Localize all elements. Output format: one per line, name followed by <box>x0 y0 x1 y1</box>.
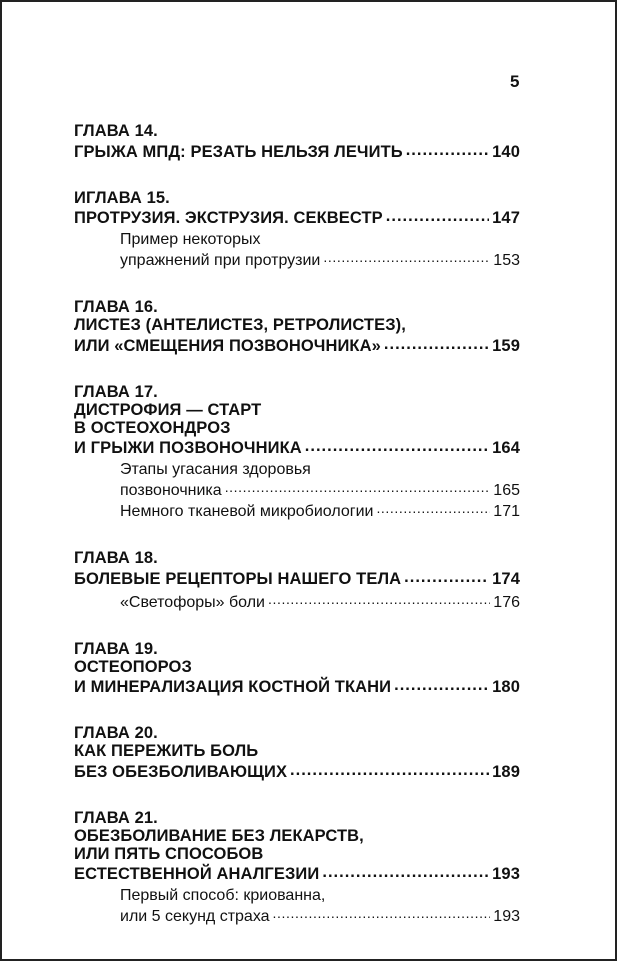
subsection-title-row <box>120 905 520 926</box>
chapter-page-number: 180 <box>492 678 520 696</box>
toc-chapter <box>74 640 520 697</box>
subsection-title-row <box>120 479 520 500</box>
table-of-contents <box>74 122 520 954</box>
subsection-page-number: 176 <box>493 593 520 611</box>
subsection-list <box>120 886 520 926</box>
chapter-page-number: 164 <box>492 439 520 457</box>
toc-chapter <box>74 549 520 612</box>
chapter-title-last-line: ПРОТРУЗИЯ. ЭКСТРУЗИЯ. СЕКВЕСТР <box>74 209 383 227</box>
dot-leader <box>225 479 491 495</box>
chapter-title-row[interactable] <box>74 760 520 781</box>
subsection-title-line: Этапы угасания здоровья <box>120 461 311 478</box>
subsection-entry[interactable] <box>120 230 520 270</box>
chapter-page-number: 193 <box>492 865 520 883</box>
chapter-title-row[interactable] <box>74 567 520 588</box>
chapter-title-last-line: ГРЫЖА МПД: РЕЗАТЬ НЕЛЬЗЯ ЛЕЧИТЬ <box>74 142 403 161</box>
dot-leader <box>322 863 489 880</box>
subsection-title-line: Пример некоторых <box>120 231 261 248</box>
dot-leader <box>323 249 490 265</box>
subsection-list <box>120 591 520 612</box>
subsection-title-last-line: позвоночника <box>120 482 222 499</box>
dot-leader <box>290 760 489 777</box>
chapter-page-number: 140 <box>492 142 520 161</box>
chapter-page-number: 174 <box>492 569 520 588</box>
subsection-page-number: 171 <box>493 503 520 520</box>
chapter-heading: ГЛАВА 20. <box>74 724 158 742</box>
chapter-title-last-line: БОЛЕВЫЕ РЕЦЕПТОРЫ НАШЕГО ТЕЛА <box>74 569 402 588</box>
chapter-heading: ГЛАВА 21. <box>74 808 158 827</box>
chapter-heading: ГЛАВА 18. <box>74 549 158 567</box>
toc-chapter <box>74 189 520 271</box>
subsection-title-last-line: или 5 секунд страха <box>120 908 270 925</box>
dot-leader <box>273 905 491 921</box>
chapter-heading: ИГЛАВА 15. <box>74 188 170 207</box>
toc-chapter <box>74 122 520 161</box>
chapter-title-line: В ОСТЕОХОНДРОЗ <box>74 418 231 437</box>
subsection-entry[interactable] <box>120 460 520 500</box>
chapter-title-last-line: И ГРЫЖИ ПОЗВОНОЧНИКА <box>74 439 302 457</box>
subsection-entry[interactable] <box>120 591 520 612</box>
dot-leader <box>384 334 489 351</box>
toc-chapter <box>74 809 520 927</box>
chapter-title-line: КАК ПЕРЕЖИТЬ БОЛЬ <box>74 742 259 760</box>
chapter-heading: ГЛАВА 17. <box>74 382 158 401</box>
chapter-title-row[interactable] <box>74 334 520 355</box>
chapter-heading: ГЛАВА 16. <box>74 298 158 316</box>
subsection-title-row <box>120 249 520 270</box>
chapter-heading: ГЛАВА 14. <box>74 122 158 140</box>
chapter-title-line: ДИСТРОФИЯ — СТАРТ <box>74 400 262 419</box>
subsection-list <box>120 460 520 521</box>
chapter-title-last-line: БЕЗ ОБЕЗБОЛИВАЮЩИХ <box>74 762 288 781</box>
dot-leader <box>386 207 489 224</box>
chapter-title-row[interactable] <box>74 437 520 458</box>
dot-leader <box>394 676 489 693</box>
subsection-list <box>120 230 520 270</box>
subsection-title-last-line: Немного тканевой микробиологии <box>120 503 374 520</box>
chapter-heading: ГЛАВА 19. <box>74 639 158 658</box>
dot-leader <box>406 140 489 157</box>
subsection-entry[interactable] <box>120 886 520 926</box>
subsection-page-number: 165 <box>493 482 520 499</box>
page-number: 5 <box>510 72 520 91</box>
subsection-entry[interactable] <box>120 500 520 521</box>
chapter-title-line: ЛИСТЕЗ (АНТЕЛИСТЕЗ, РЕТРОЛИСТЕЗ), <box>74 316 406 334</box>
subsection-title-row <box>120 500 520 521</box>
dot-leader <box>376 500 490 516</box>
subsection-title-last-line: упражнений при протрузии <box>120 252 321 269</box>
chapter-title-last-line: ИЛИ «СМЕЩЕНИЯ ПОЗВОНОЧНИКА» <box>74 336 381 355</box>
subsection-title-last-line: «Светофоры» боли <box>120 593 265 611</box>
dot-leader <box>305 437 489 454</box>
dot-leader <box>404 567 489 584</box>
chapter-title-line: ОСТЕОПОРОЗ <box>74 657 192 676</box>
chapter-title-last-line: И МИНЕРАЛИЗАЦИЯ КОСТНОЙ ТКАНИ <box>74 678 392 696</box>
chapter-page-number: 189 <box>492 762 520 781</box>
subsection-title-line: Первый способ: криованна, <box>120 887 326 904</box>
toc-chapter <box>74 383 520 522</box>
chapter-title-last-line: ЕСТЕСТВЕННОЙ АНАЛГЕЗИИ <box>74 865 320 883</box>
chapter-page-number: 159 <box>492 336 520 355</box>
subsection-page-number: 153 <box>493 252 520 269</box>
chapter-title-row[interactable] <box>74 676 520 697</box>
chapter-title-row[interactable] <box>74 207 520 228</box>
chapter-title-row[interactable] <box>74 863 520 884</box>
subsection-page-number: 193 <box>493 908 520 925</box>
toc-chapter <box>74 724 520 781</box>
chapter-title-line: ОБЕЗБОЛИВАНИЕ БЕЗ ЛЕКАРСТВ, <box>74 826 364 845</box>
chapter-title-line: ИЛИ ПЯТЬ СПОСОБОВ <box>74 844 264 863</box>
subsection-title-row <box>120 591 520 612</box>
toc-chapter <box>74 298 520 355</box>
dot-leader <box>268 591 490 607</box>
chapter-title-row[interactable] <box>74 140 520 161</box>
chapter-page-number: 147 <box>492 209 520 227</box>
